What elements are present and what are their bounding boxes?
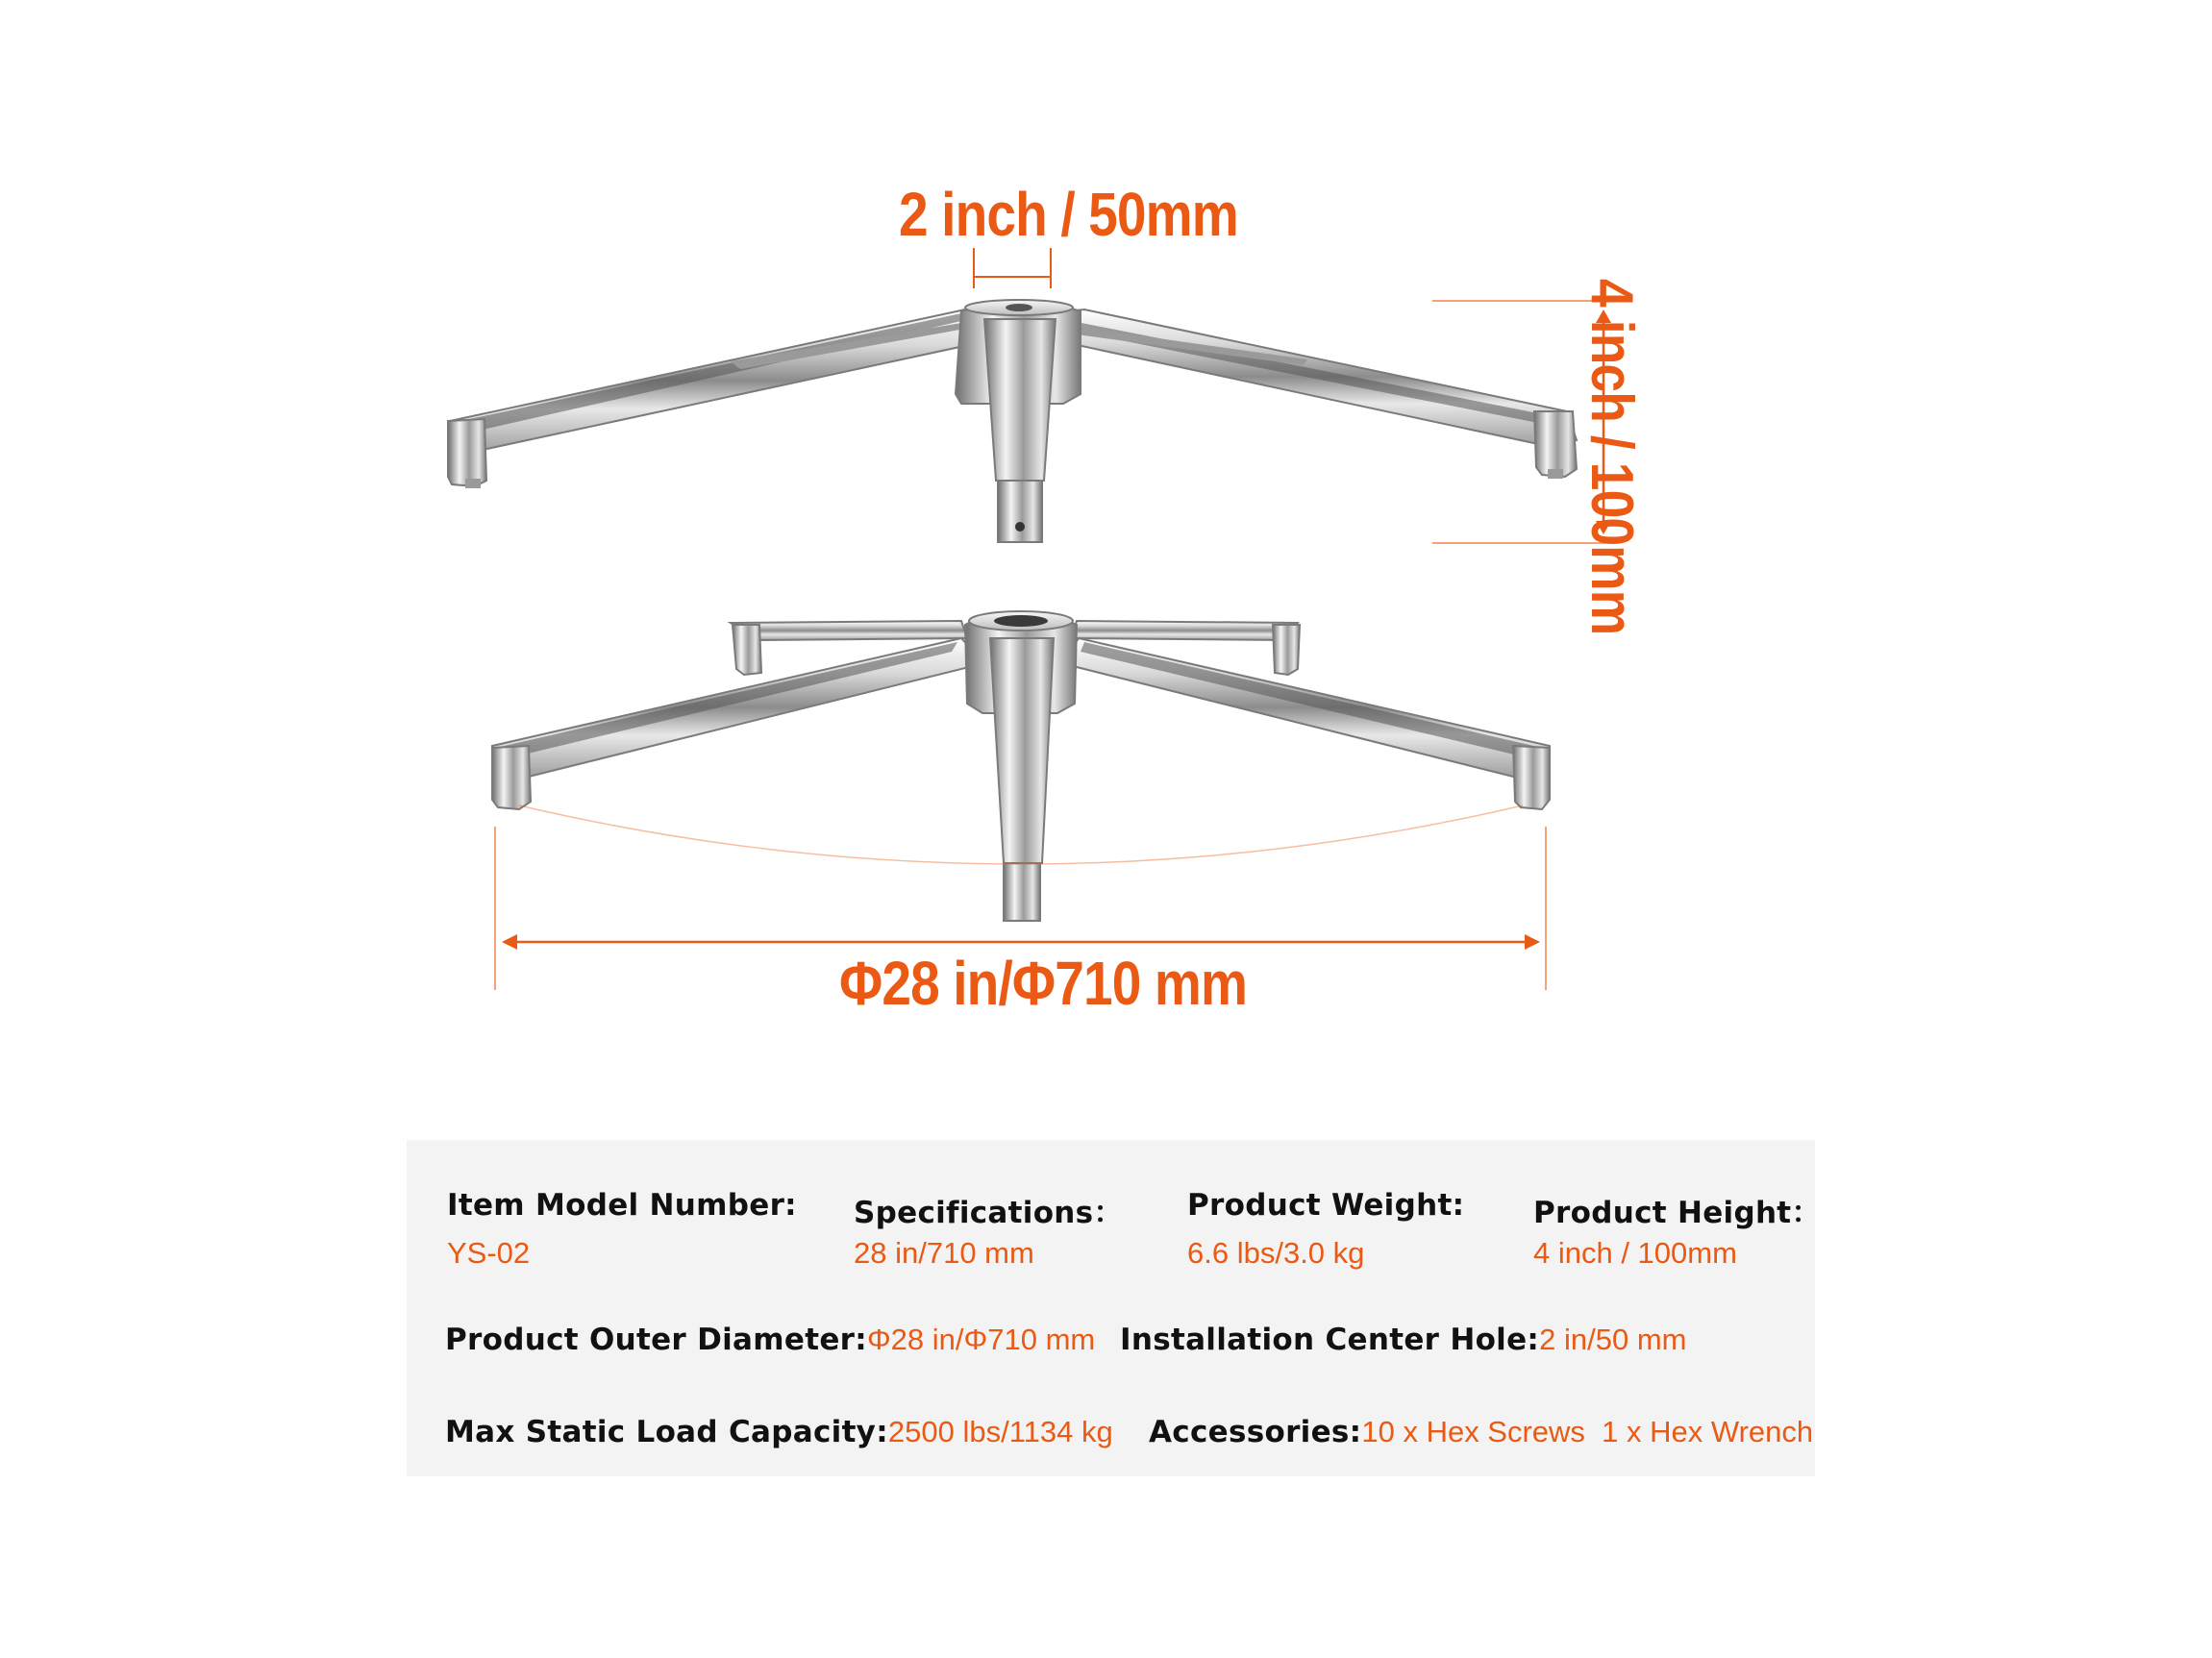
product-weight-value: 6.6 lbs/3.0 kg [1187,1236,1365,1270]
accessories-value: 10 x Hex Screws 1 x Hex Wrench [1361,1415,1814,1448]
model-number-label: Item Model Number: [447,1188,797,1223]
center-hole-value: 2 in/50 mm [1539,1323,1687,1356]
load-capacity-label: Max Static Load Capacity: [445,1415,888,1449]
outer-diameter-label: Product Outer Diameter: [445,1323,867,1357]
product-height-value: 4 inch / 100mm [1533,1236,1737,1270]
model-number-value: YS-02 [447,1236,531,1270]
load-capacity-value: 2500 lbs/1134 kg [887,1415,1113,1448]
product-height-label: Product Height： [1533,1196,1822,1230]
outer-diameter-value: Φ28 in/Φ710 mm [866,1323,1096,1356]
height-dimension-label: 4 inch / 100mm [1578,279,1645,635]
center-hole-label: Installation Center Hole: [1120,1323,1540,1357]
perspective-view-base [492,611,1550,921]
hole-dimension-marker [974,248,1051,288]
product-weight-label: Product Weight: [1187,1188,1465,1223]
center-hole-dimension-label: 2 inch / 50mm [899,180,1238,249]
specifications-label: Specifications： [854,1196,1124,1230]
accessories-row [1149,1415,1813,1449]
specifications-value: 28 in/710 mm [854,1236,1034,1270]
side-view-base [448,300,1577,542]
center-hole-row [1120,1323,1686,1357]
diameter-dimension-label: Φ28 in/Φ710 mm [839,949,1248,1018]
outer-diameter-row [445,1323,1095,1357]
load-capacity-row [445,1415,1113,1449]
accessories-label: Accessories: [1149,1415,1362,1449]
spec-panel [407,1140,1822,1476]
